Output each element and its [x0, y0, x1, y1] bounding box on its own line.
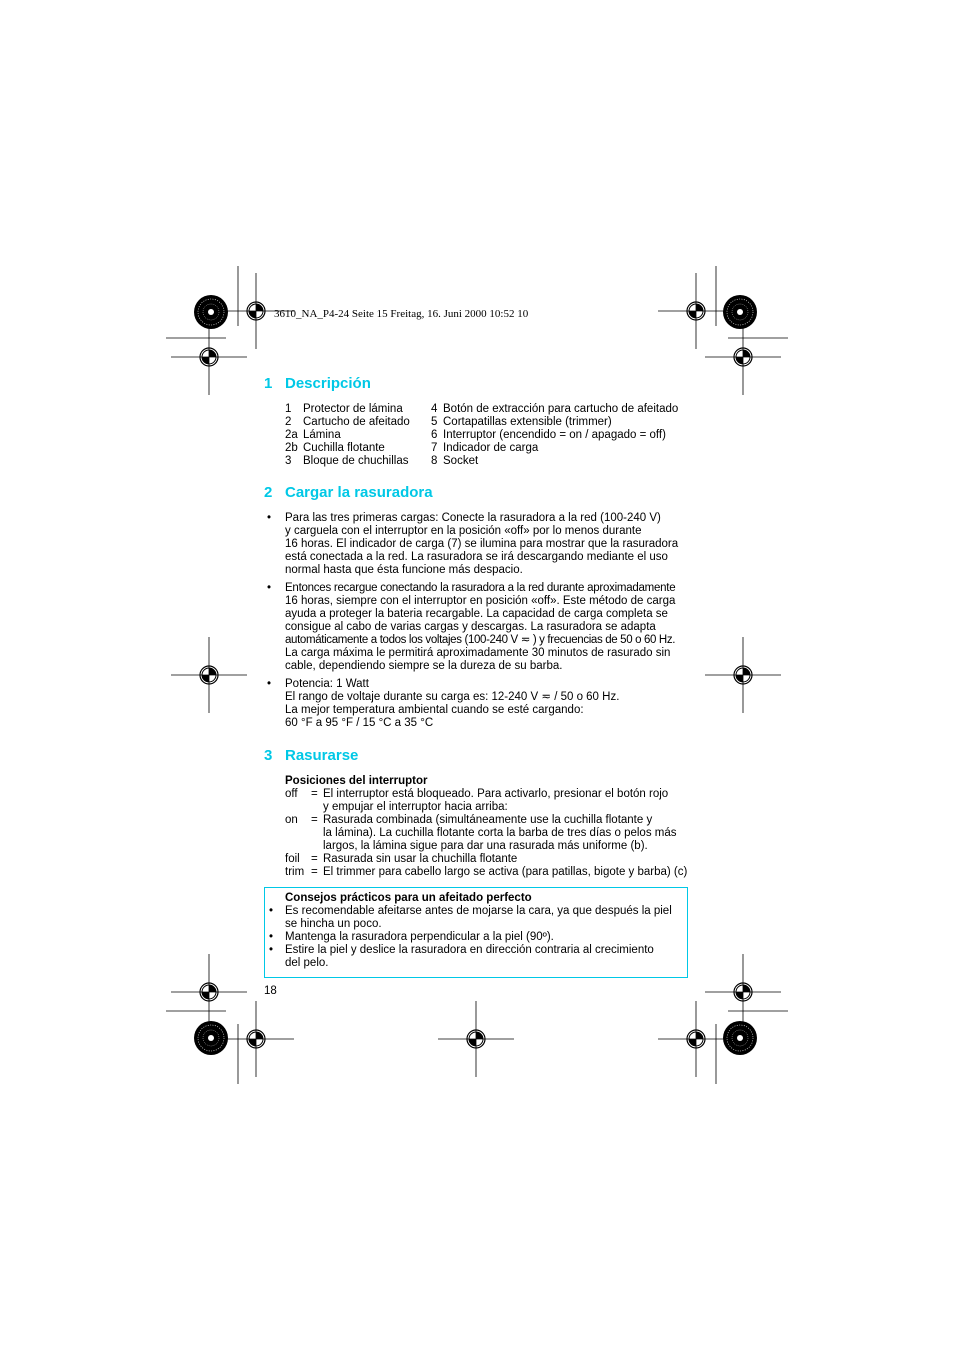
bullet-text: Entonces recargue conectando la rasuradora a la red durante aproximadamente 16 horas, siempre con el interruptor en posición «off». Este método de carga ayuda a proteger la bateria recargable. La capacidad de carga completa se consigue al cabo de varias cargas y descargas. La rasuradora se adapta automáticamente a todos los voltajes (100-240 V ≂ ) y frecuencias de 50 o 60 Hz. La carga máxima le permitirá aproximadamente 30 minutos de rasurado sin cable, dependiendo siempre se la dureza de su barba.	[285, 582, 676, 672]
bullet-text: Potencia: 1 Watt El rango de voltaje durante su carga es: 12-240 V ≂ / 50 o 60 Hz. La mejor temperatura ambiental cuando se esté cargando: 60 °F a 95 °F / 15 °C a 35 °C	[285, 678, 620, 729]
bullet-mark: •	[267, 512, 272, 524]
crosshair-mark	[658, 1001, 734, 1077]
bullet-text: Para las tres primeras cargas: Conecte la rasuradora a la red (100-240 V) y carguela con el interruptor en la posición «off» por lo menos durante 16 horas. El indicador de carga (7) se ilumina para mostrar que la rasuradora está conectada a la red. La rasuradora se irá descargando mediante el uso normal hasta que ésta funcione más despacio.	[285, 512, 679, 576]
switch-position-foil: foil = Rasurada sin usar la chuchilla flotante	[285, 853, 518, 865]
section-title: Cargar la rasuradora	[285, 484, 433, 501]
part-item: 5 Cortapatillas extensible (trimmer)	[431, 416, 612, 428]
section-title: Descripción	[285, 375, 371, 392]
tips-box: Consejos prácticos para un afeitado perfecto • Es recomendable afeitarse antes de mojarse la cara, ya que después la piel se hincha un poco. • Mantenga la rasuradora perpendicular a la piel (90º). • Estire la piel y deslice la rasuradora en dirección contraria al crecimiento del pelo.	[264, 887, 688, 978]
tips-title: Consejos prácticos para un afeitado perfecto	[285, 892, 532, 904]
star-target-mark	[723, 295, 757, 329]
bullet-mark: •	[267, 678, 272, 690]
part-item: 4 Botón de extracción para cartucho de afeitado	[431, 403, 679, 415]
section-title: Rasurarse	[285, 747, 359, 764]
switch-position-off: off = El interruptor está bloqueado. Para activarlo, presionar el botón rojo y empujar el interruptor hacia arriba:	[285, 788, 669, 813]
print-slug: 3610_NA_P4-24 Seite 15 Freitag, 16. Juni 2000 10:52 10	[274, 308, 529, 320]
crosshair-mark	[705, 954, 781, 1030]
switch-position-trim: trim = El trimmer para cabello largo se activa (para patillas, bigote y barba) (c)	[285, 866, 688, 878]
part-item: 2 Cartucho de afeitado	[285, 416, 410, 428]
part-item: 8 Socket	[431, 455, 479, 467]
part-item: 7 Indicador de carga	[431, 442, 539, 454]
crosshair-mark	[705, 319, 781, 395]
crosshair-mark	[705, 637, 781, 713]
switch-positions-title: Posiciones del interruptor	[285, 775, 428, 787]
part-item: 6 Interruptor (encendido = on / apagado = off)	[431, 429, 666, 441]
star-target-mark	[194, 1021, 228, 1055]
section-number: 2	[264, 484, 273, 501]
section-number: 3	[264, 747, 273, 764]
section-heading-shaving	[264, 747, 358, 764]
part-item: 3 Bloque de chuchillas	[285, 455, 409, 467]
star-target-mark	[723, 1021, 757, 1055]
page-number: 18	[264, 985, 277, 997]
star-target-mark	[194, 295, 228, 329]
crosshair-mark	[171, 637, 247, 713]
section-heading-description	[264, 375, 371, 392]
crosshair-mark	[171, 954, 247, 1030]
crosshair-mark	[171, 319, 247, 395]
switch-position-on: on = Rasurada combinada (simultáneamente use la cuchilla flotante y la lámina). La cuchilla flotante corta la barba de tres días o pelos más largos, la lámina sigue para dar una rasurada más uniforme (b).	[285, 814, 677, 852]
bullet-mark: •	[267, 582, 272, 594]
switch-positions	[285, 775, 687, 879]
section-heading-charging	[264, 484, 433, 501]
section-number: 1	[264, 375, 273, 392]
part-item: 1 Protector de lámina	[285, 403, 403, 415]
crosshair-mark	[438, 1001, 514, 1077]
part-item: 2a Lámina	[285, 429, 341, 441]
crosshair-mark	[218, 1001, 294, 1077]
crosshair-mark	[658, 273, 734, 349]
part-item: 2b Cuchilla flotante	[285, 442, 385, 454]
